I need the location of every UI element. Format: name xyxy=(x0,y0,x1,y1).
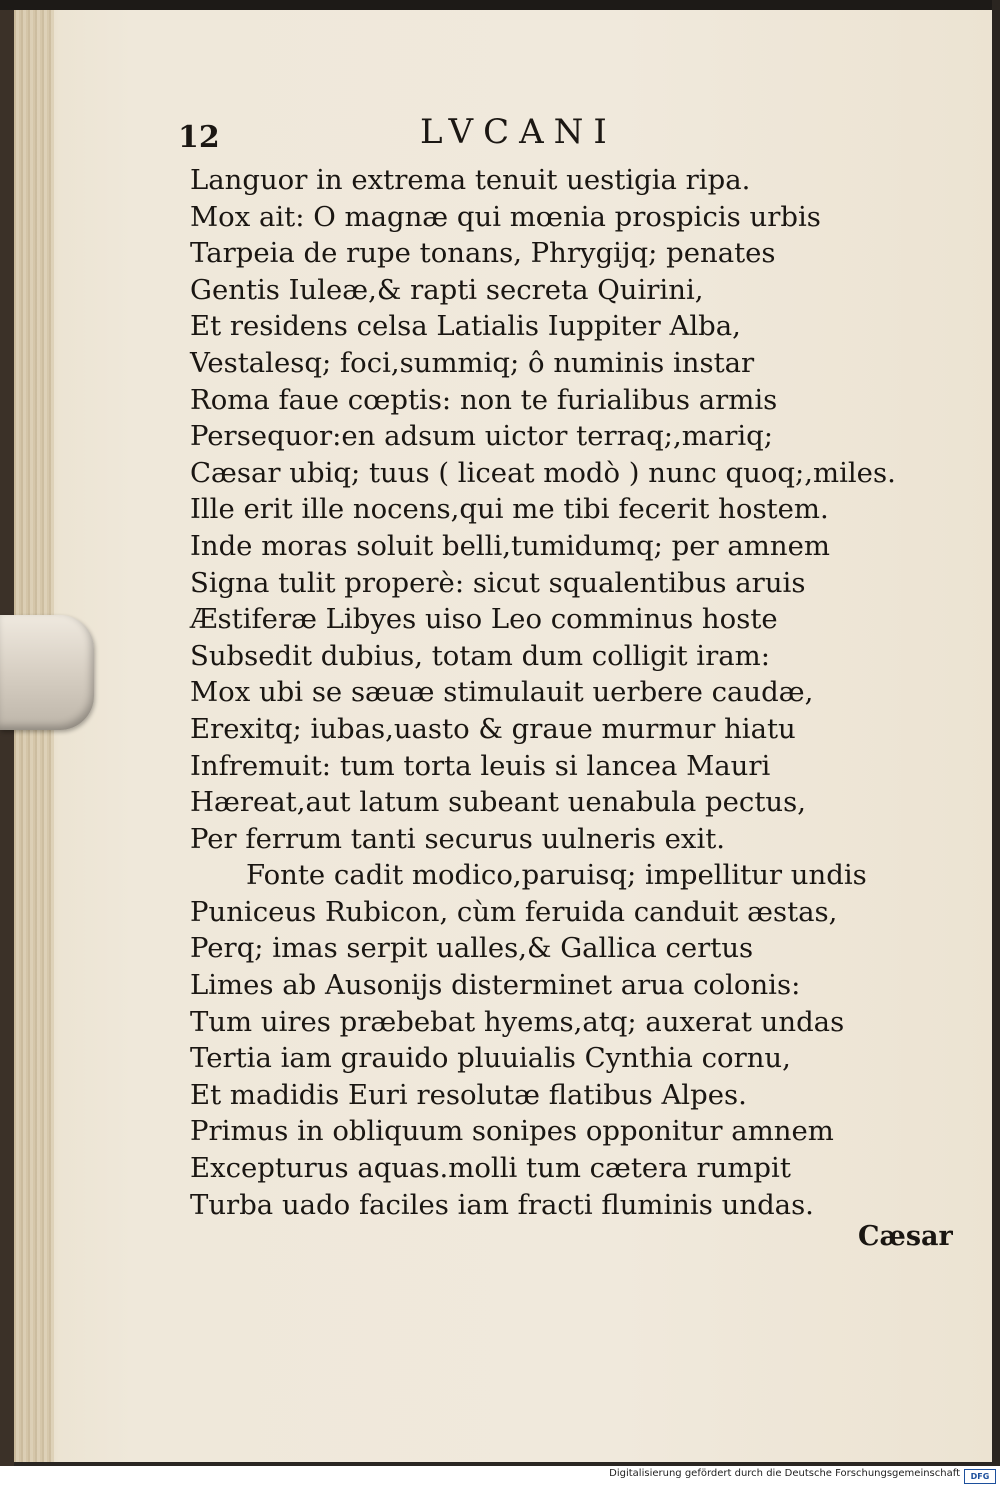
verse-line: Infremuit: tum torta leuis si lancea Mauri xyxy=(190,749,771,782)
verse-line: Primus in obliquum sonipes opponitur amnem xyxy=(190,1115,834,1148)
verse-line: Mox ait: O magnæ qui mœnia prospicis urbis xyxy=(190,200,821,233)
verse-line: Subsedit dubius, totam dum colligit iram: xyxy=(190,639,770,672)
page-edges xyxy=(14,0,54,1462)
verse-line: Fonte cadit modico,paruisq; impellitur undis xyxy=(246,859,867,892)
verse-line: Et residens celsa Latialis Iuppiter Alba, xyxy=(190,310,741,343)
verse-line: Puniceus Rubicon, cùm feruida canduit æstas, xyxy=(190,895,838,928)
right-shadow xyxy=(992,0,1000,1466)
verse-line: Tertia iam grauido pluuialis Cynthia cornu, xyxy=(190,1042,791,1075)
binding-edge xyxy=(0,0,14,1466)
verse-text xyxy=(190,162,950,1223)
verse-line: Perq; imas serpit ualles,& Gallica certus xyxy=(190,932,754,965)
verse-line: Persequor:en adsum uictor terraq;,mariq; xyxy=(190,420,774,453)
verse-line: Excepturus aquas.molli tum cætera rumpit xyxy=(190,1152,791,1185)
verse-line: Per ferrum tanti securus uulneris exit. xyxy=(190,822,726,855)
dfg-logo: DFG xyxy=(964,1469,996,1484)
verse-line: Et madidis Euri resolutæ flatibus Alpes. xyxy=(190,1078,747,1111)
page-number: 12 xyxy=(178,120,220,155)
verse-line: Vestalesq; foci,summiq; ô numinis instar xyxy=(190,346,755,379)
catchword: Cæsar xyxy=(858,1221,953,1252)
verse-line: Hæreat,aut latum subeant uenabula pectus, xyxy=(190,786,806,819)
verse-line: Cæsar ubiq; tuus ( liceat modò ) nunc quoq;,miles. xyxy=(190,456,896,489)
top-shadow xyxy=(0,0,1000,10)
verse-line: Æstiferæ Libyes uiso Leo comminus hoste xyxy=(190,603,778,636)
page-header xyxy=(0,112,1000,162)
verse-line: Turba uado faciles iam fracti fluminis undas. xyxy=(190,1188,814,1221)
verse-line: Inde moras soluit belli,tumidumq; per amnem xyxy=(190,529,830,562)
verse-line: Erexitq; iubas,uasto & graue murmur hiatu xyxy=(190,712,796,745)
footer-bar xyxy=(0,1466,1000,1486)
funding-credit: Digitalisierung gefördert durch die Deutsche Forschungsgemeinschaft xyxy=(609,1468,960,1479)
verse-line: Tum uires præbebat hyems,atq; auxerat undas xyxy=(190,1005,845,1038)
running-head: LVCANI xyxy=(420,112,617,152)
verse-line: Limes ab Ausonijs disterminet arua colonis: xyxy=(190,969,801,1002)
verse-line: Roma faue cœptis: non te furialibus armis xyxy=(190,383,778,416)
verse-line: Languor in extrema tenuit uestigia ripa. xyxy=(190,164,751,196)
verse-line: Tarpeia de rupe tonans, Phrygijq; penates xyxy=(190,237,776,270)
verse-line: Gentis Iuleæ,& rapti secreta Quirini, xyxy=(190,273,704,306)
verse-line: Signa tulit properè: sicut squalentibus aruis xyxy=(190,566,806,599)
verse-line: Ille erit ille nocens,qui me tibi fecerit hostem. xyxy=(190,493,829,526)
clasp-weight xyxy=(0,615,94,730)
verse-line: Mox ubi se sæuæ stimulauit uerbere caudæ, xyxy=(190,676,814,709)
